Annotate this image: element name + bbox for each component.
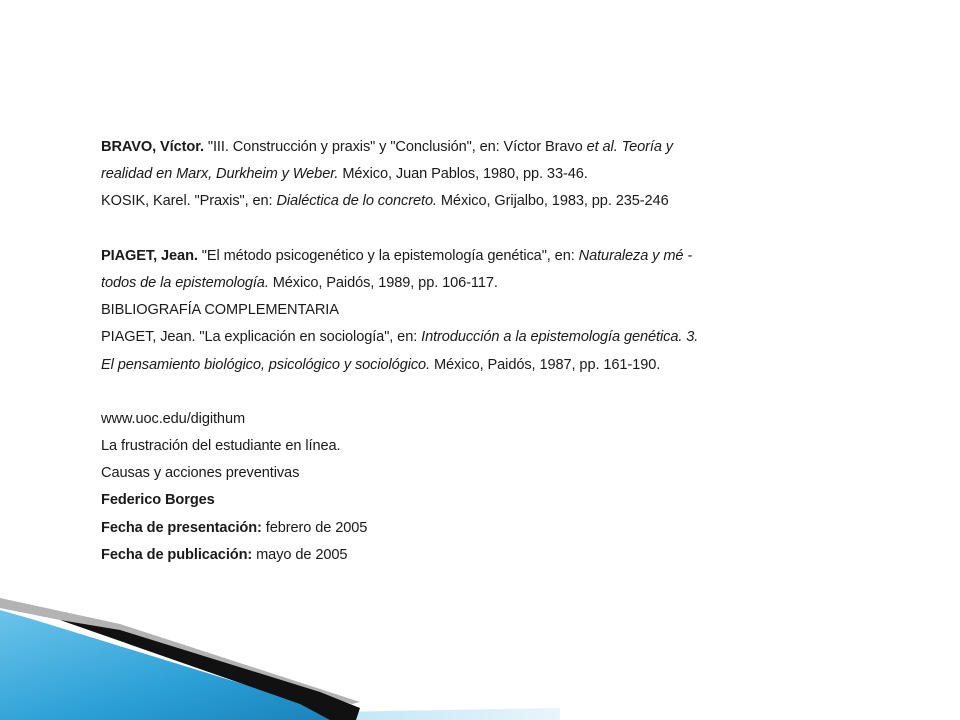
presentation-date <box>101 515 801 542</box>
ref-bravo-line-2 <box>101 161 801 188</box>
ref-piaget1-title-start: Naturaleza y mé - <box>578 247 693 264</box>
ref-bravo-title: realidad en Marx, Durkheim y Weber. <box>101 166 339 183</box>
ref-piaget1-publisher: México, Paidós, 1989, pp. 106-117. <box>268 274 498 291</box>
ref-piaget2-publisher: México, Paidós, 1987, pp. 161-190. <box>430 356 661 373</box>
ref-piaget1-line-2 <box>101 270 801 297</box>
article-subtitle: Causas y acciones preventivas <box>101 465 300 482</box>
publication-date-value: mayo de 2005 <box>252 546 348 563</box>
ref-bravo-author: BRAVO, Víctor. <box>101 139 204 155</box>
ref-piaget2-line-2 <box>101 352 801 379</box>
ref-piaget2-title-cont: El pensamiento biológico, psicológico y sociológico. <box>101 356 431 373</box>
article-author <box>101 487 801 514</box>
ref-kosik-publisher: México, Grijalbo, 1983, pp. 235-246 <box>436 193 669 210</box>
presentation-date-value: febrero de 2005 <box>261 519 368 536</box>
ref-kosik-title: Dialéctica de lo concreto. <box>276 193 437 210</box>
ref-kosik-line <box>101 188 801 215</box>
presentation-date-label: Fecha de presentación: <box>101 519 262 536</box>
article-url: www.uoc.edu/digithum <box>101 410 246 427</box>
decorative-swoosh <box>0 590 560 720</box>
bibliography-text <box>101 134 801 569</box>
complementary-heading: BIBLIOGRAFÍA COMPLEMENTARIA <box>101 302 339 319</box>
publication-date-label: Fecha de publicación: <box>101 546 253 563</box>
ref-piaget2-author: PIAGET, Jean. "La explicación en sociología", en: <box>101 329 422 346</box>
ref-bravo-line-1 <box>101 134 801 161</box>
ref-kosik-author: KOSIK, Karel. "Praxis", en: <box>101 193 277 210</box>
article-title: La frustración del estudiante en línea. <box>101 438 341 455</box>
ref-bravo-publisher: México, Juan Pablos, 1980, pp. 33-46. <box>338 166 588 183</box>
ref-piaget1-author: PIAGET, Jean. <box>101 247 198 264</box>
ref-piaget1-title-cont: todos de la epistemología. <box>101 274 269 291</box>
swoosh-light-band <box>330 708 560 720</box>
ref-piaget1-line-1 <box>101 243 801 270</box>
ref-piaget1-text: "El método psicogenético y la epistemología genética", en: <box>197 247 579 264</box>
article-author-name: Federico Borges <box>101 492 215 509</box>
ref-piaget2-line-1 <box>101 324 801 351</box>
ref-bravo-text: "III. Construcción y praxis" y "Conclusión", en: Víctor Bravo <box>203 139 587 155</box>
ref-bravo-etal: et al. Teoría y <box>586 139 673 155</box>
publication-date <box>101 542 801 569</box>
ref-piaget2-title-start: Introducción a la epistemología genética. 3. <box>421 329 699 346</box>
